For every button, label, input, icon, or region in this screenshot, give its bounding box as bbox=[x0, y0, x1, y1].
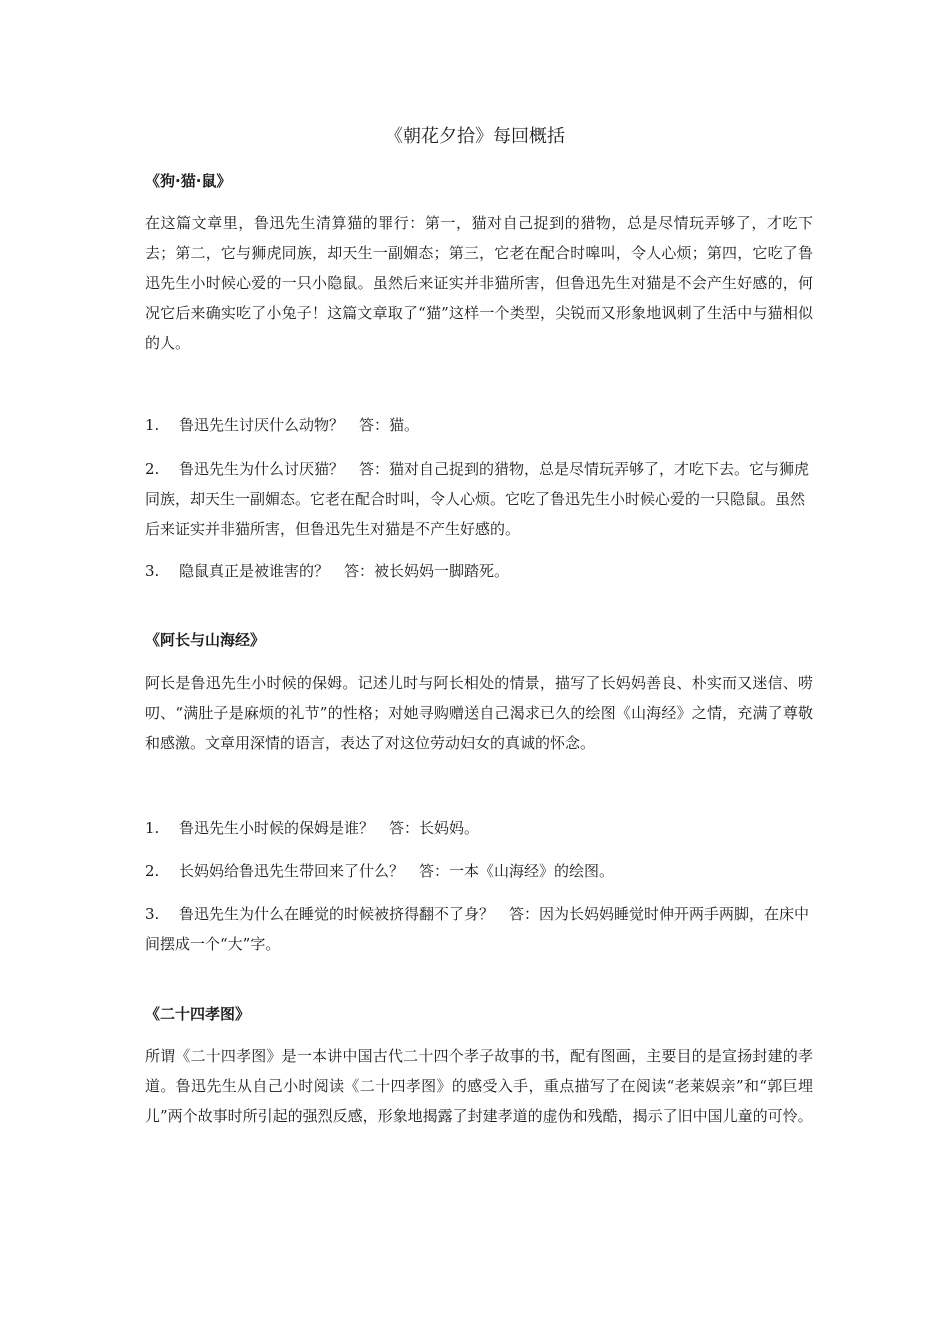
question-item bbox=[145, 410, 813, 440]
question-item bbox=[145, 856, 813, 886]
section-heading-twenty-four-filial: 《二十四孝图》 bbox=[145, 1005, 251, 1023]
question-text: 鲁迅先生为什么讨厌猫？ 答：猫对自己捉到的猎物，总是尽情玩弄够了，才吃下去。它与狮虎同族，却天生一副媚态。它老在配合时叫，令人心烦。它吃了鲁迅先生小时候心爱的一只隐鼠。虽然后来证实并非猫所害，但鲁迅先生对猫是不产生好感的。 bbox=[145, 460, 810, 538]
question-text: 鲁迅先生小时候的保姆是谁？ 答：长妈妈。 bbox=[179, 819, 480, 837]
document-title: 《朝花夕拾》每回概括 bbox=[385, 126, 565, 147]
section-summary-twenty-four-filial: 所谓《二十四孝图》是一本讲中国古代二十四个孝子故事的书，配有图画，主要目的是宣扬封建的孝道。鲁迅先生从自己小时阅读《二十四孝图》的感受入手，重点描写了在阅读“老莱娱亲”和“郭巨埋儿”两个故事时所引起的强烈反感，形象地揭露了封建孝道的虚伪和残酷，揭示了旧中国儿童的可怜。 bbox=[145, 1047, 813, 1125]
question-number: 1. bbox=[145, 819, 160, 837]
section-summary-along-shanhaijing: 阿长是鲁迅先生小时候的保姆。记述儿时与阿长相处的情景，描写了长妈妈善良、朴实而又迷信、唠叨、“满肚子是麻烦的礼节”的性格；对她寻购赠送自己渴求已久的绘图《山海经》之情，充满了尊敬和感激。文章用深情的语言，表达了对这位劳动妇女的真诚的怀念。 bbox=[145, 674, 813, 752]
question-item bbox=[145, 454, 813, 544]
section-summary-dog-cat-mouse: 在这篇文章里，鲁迅先生清算猫的罪行：第一，猫对自己捉到的猎物，总是尽情玩弄够了，才吃下去；第二，它与狮虎同族，却天生一副媚态；第三，它老在配合时嗥叫，令人心烦；第四，它吃了鲁迅先生小时候心爱的一只小隐鼠。虽然后来证实并非猫所害，但鲁迅先生对猫是不会产生好感的，何况它后来确实吃了小兔子！这篇文章取了“猫”这样一个类型，尖锐而又形象地讽刺了生活中与猫相似的人。 bbox=[145, 214, 813, 352]
question-number: 2. bbox=[145, 460, 160, 478]
question-item bbox=[145, 813, 813, 843]
question-number: 3. bbox=[145, 562, 160, 580]
section-heading-along-shanhaijing: 《阿长与山海经》 bbox=[145, 631, 266, 649]
question-text: 鲁迅先生讨厌什么动物？ 答：猫。 bbox=[179, 416, 420, 434]
question-text: 鲁迅先生为什么在睡觉的时候被挤得翻不了身？ 答：因为长妈妈睡觉时伸开两手两脚，在床中间摆成一个“大”字。 bbox=[145, 905, 810, 953]
question-number: 1. bbox=[145, 416, 160, 434]
question-text: 隐鼠真正是被谁害的？ 答：被长妈妈一脚踏死。 bbox=[179, 562, 510, 580]
question-number: 3. bbox=[145, 905, 160, 923]
question-text: 长妈妈给鲁迅先生带回来了什么？ 答：一本《山海经》的绘图。 bbox=[179, 862, 615, 880]
question-item bbox=[145, 556, 813, 586]
section-heading-dog-cat-mouse: 《狗·猫·鼠》 bbox=[145, 172, 232, 190]
question-number: 2. bbox=[145, 862, 160, 880]
question-item bbox=[145, 899, 813, 959]
